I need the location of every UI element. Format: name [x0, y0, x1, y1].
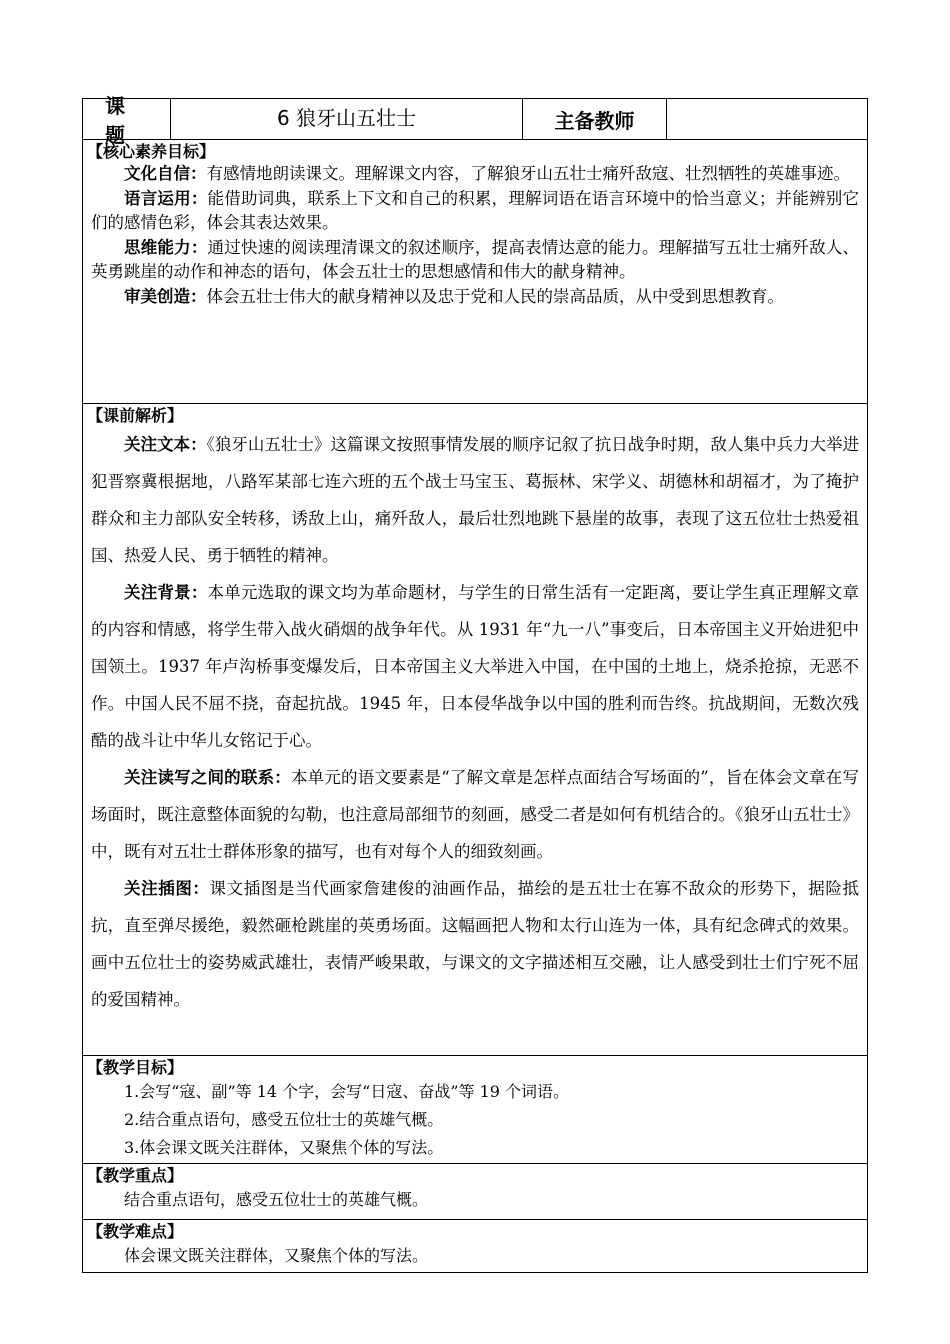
teacher-value — [667, 99, 867, 139]
lesson-title: 6 狼牙山五壮士 — [171, 99, 523, 139]
goal-paragraph: 文化自信：有感情地朗读课文。理解课文内容，了解狼牙山五壮士痛歼敌寇、壮烈牺牲的英雄事迹。 — [124, 164, 850, 183]
teaching-goals-section — [83, 1056, 867, 1164]
teacher-label: 主备教师 — [523, 99, 667, 139]
teaching-goal-item: 2.结合重点语句，感受五位壮士的英雄气概。 — [124, 1110, 444, 1129]
teaching-goal-item: 3.体会课文既关注群体，又聚焦个体的写法。 — [124, 1138, 444, 1157]
subject-label: 课题 — [83, 99, 171, 139]
goal-paragraph: 思维能力：通过快速的阅读理清课文的叙述顺序，提高表情达意的能力。理解描写五壮士痛歼敌人、英勇跳崖的动作和神态的语句，体会五壮士的思想感情和伟大的献身精神。 — [91, 237, 860, 281]
section-title: 【教学重点】 — [87, 1166, 184, 1185]
analysis-paragraph: 关注插图：课文插图是当代画家詹建俊的油画作品，描绘的是五壮士在寡不敌众的形势下，据险抵抗，直至弹尽援绝，毅然砸枪跳崖的英勇场面。这幅画把人物和太行山连为一体，具有纪念碑式的效果。画中五位壮士的姿势威武雄壮，表情严峻果敢，与课文的文字描述相互交融，让人感受到壮士们宁死不屈的爱国精神。 — [91, 879, 860, 1009]
section-title: 【教学难点】 — [87, 1222, 184, 1241]
teaching-goal-item: 1.会写“寇、副”等 14 个字，会写“日寇、奋战”等 19 个词语。 — [124, 1082, 570, 1101]
key-points-section — [83, 1164, 867, 1220]
header-row — [83, 94, 867, 147]
goal-paragraph: 审美创造：体会五壮士伟大的献身精神以及忠于党和人民的崇高品质，从中受到思想教育。 — [124, 286, 784, 306]
section-title: 【课前解析】 — [87, 406, 184, 425]
difficult-points-section — [83, 1220, 867, 1272]
analysis-paragraph: 关注文本：《狼牙山五壮士》这篇课文按照事情发展的顺序记叙了抗日战争时期，敌人集中兵力大举进犯晋察冀根据地，八路军某部七连六班的五个战士马宝玉、葛振林、宋学义、胡德林和胡福才，为了掩护群众和主力部队安全转移，诱敌上山，痛歼敌人，最后壮烈地跳下悬崖的故事，表现了这五位壮士热爱祖国、热爱人民、勇于牺牲的精神。 — [91, 435, 860, 565]
core-goals-section — [83, 140, 867, 404]
section-title: 【核心素养目标】 — [87, 142, 216, 161]
goal-paragraph: 语言运用：能借助词典，联系上下文和自己的积累，理解词语在语言环境中的恰当意义；并能辨别它们的感情色彩，体会其表达效果。 — [91, 188, 860, 232]
key-point-text: 结合重点语句，感受五位壮士的英雄气概。 — [124, 1190, 429, 1209]
lesson-plan-table — [82, 94, 868, 1273]
difficult-point-text: 体会课文既关注群体，又聚焦个体的写法。 — [124, 1246, 429, 1265]
analysis-paragraph: 关注读写之间的联系：本单元的语文要素是“了解文章是怎样点面结合写场面的”，旨在体会文章在写场面时，既注意整体面貌的勾勒，也注意局部细节的刻画，感受二者是如何有机结合的。《狼牙山五壮士》中，既有对五壮士群体形象的描写，也有对每个人的细致刻画。 — [91, 768, 860, 861]
section-title: 【教学目标】 — [87, 1058, 184, 1077]
analysis-paragraph: 关注背景：本单元选取的课文均为革命题材，与学生的日常生活有一定距离，要让学生真正理解文章的内容和情感，将学生带入战火硝烟的战争年代。从 1931 年“九一八”事变后，日本帝国主义开始进犯中国领土。1937 年卢沟桥事变爆发后，日本帝国主义大举进入中国，在中国的土地上，烧杀抢掠，无恶不作。中国人民不屈不挠，奋起抗战。1945 年，日本侵华战争以中国的胜利而告终。抗战期间，无数次残酷的战斗让中华儿女铭记于心。 — [91, 583, 860, 750]
pre-analysis-section — [83, 404, 867, 1056]
